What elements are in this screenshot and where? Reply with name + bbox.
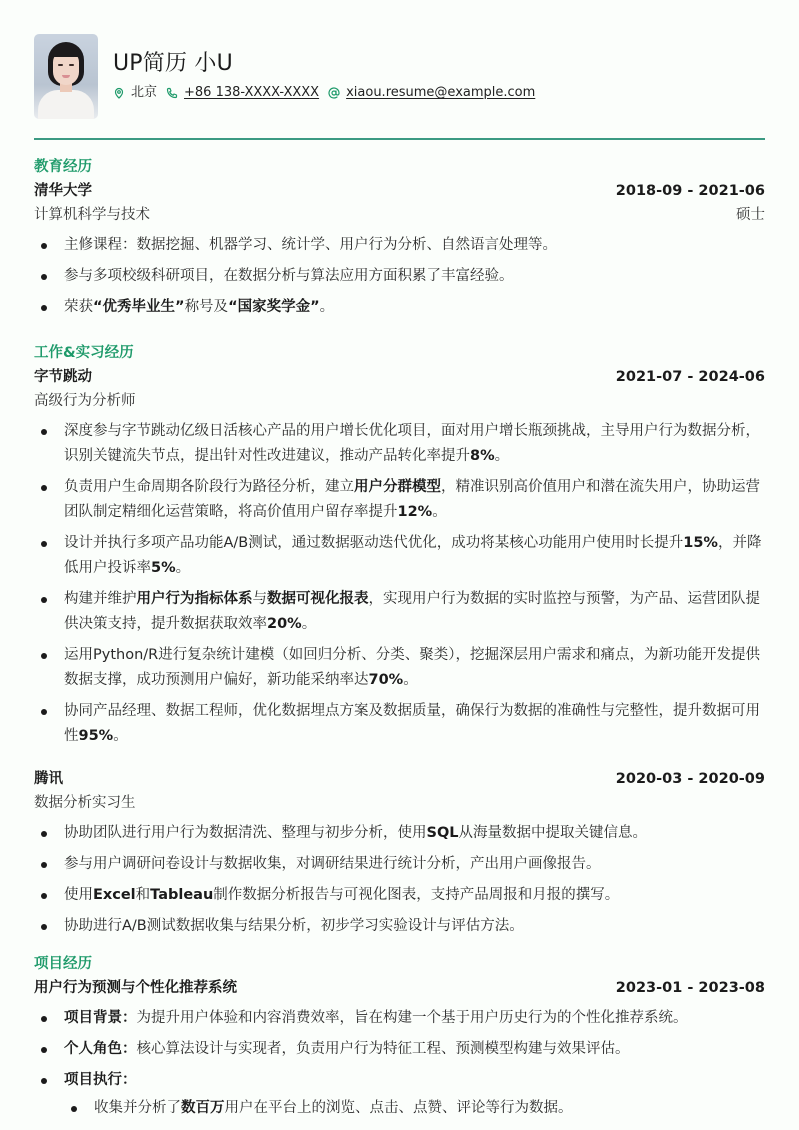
bold-text: 15% [683,535,718,551]
list-item [34,1006,765,1031]
text: 协助进行A/B测试数据收集与结果分析，初步学习实验设计与评估方法。 [64,918,524,934]
list-item [34,883,765,908]
text: 深度参与字节跳动亿级日活核心产品的用户增长优化项目，面对用户增长瓶颈挑战，主导用户行为数据分析，识别关键流失节点，提出针对性改进建议，推动产品转化率提升 [64,423,760,464]
text: ，并降低用户投诉率 [64,535,762,576]
bold-text: 个人角色： [64,1041,137,1057]
bold-text: 20% [267,616,302,632]
text: 使用 [64,887,93,903]
map-pin-icon [113,87,125,99]
text: 负责用户生命周期各阶段行为路径分析，建立 [64,479,354,495]
education-entry-head [34,179,765,203]
text: 参与用户调研问卷设计与数据收集，对调研结果进行统计分析，产出用户画像报告。 [64,856,601,872]
work-bullets-bytedance [34,419,765,749]
school-name: 清华大学 [34,183,92,199]
bold-text: SQL [426,825,459,841]
text: 协助团队进行用户行为数据清洗、整理与初步分析，使用 [64,825,427,841]
list-item [34,821,765,846]
work-bullets-tencent [34,821,765,939]
work-dates: 2021-07 - 2024-06 [615,369,765,385]
bold-text: 用户分群模型 [354,479,441,495]
phone-icon [166,87,178,99]
text: 主修课程：数据挖掘、机器学习、统计学、用户行为分析、自然语言处理等。 [64,237,557,253]
job-role: 高级行为分析师 [34,393,136,409]
bold-text: 项目背景： [64,1010,137,1026]
list-item [34,475,765,525]
list-item [34,1068,765,1093]
bold-text: 数百万 [181,1100,225,1116]
text: 设计并执行多项产品功能A/B测试，通过数据驱动迭代优化，成功将某核心功能用户使用时长提升 [64,535,684,551]
work-entry-head-tencent [34,767,765,791]
project-name: 用户行为预测与个性化推荐系统 [34,980,237,996]
text: 核心算法设计与实现者，负责用户行为特征工程、预测模型构建与效果评估。 [136,1041,630,1057]
bold-text: 12% [397,504,433,520]
text: 从海量数据中提取关键信息。 [458,825,648,841]
contact-phone [166,84,319,102]
text: 协同产品经理、数据工程师，优化数据埋点方案及数据质量，确保行为数据的准确性与完整性，提升数据可用性 [64,703,760,744]
company-name: 字节跳动 [34,369,92,385]
bold-text: “优秀毕业生” [93,299,185,315]
bold-text: 5% [151,560,176,576]
contact-location [113,84,157,102]
text: 为提升用户体验和内容消费效率，旨在构建一个基于用户历史行为的个性化推荐系统。 [136,1010,688,1026]
list-item [34,531,765,581]
section-title-work: 工作&实习经历 [34,345,134,361]
work-dates: 2020-03 - 2020-09 [615,771,765,787]
bold-text: Tableau [150,887,214,903]
work-entry-sub-tencent [34,791,765,815]
text: 。 [319,299,335,315]
bold-text: 95% [78,728,114,744]
candidate-name: UP简历 小U [113,51,233,76]
job-role: 数据分析实习生 [34,795,136,811]
text: 用户在平台上的浏览、点击、点赞、评论等行为数据。 [224,1100,573,1116]
list-item [34,914,765,939]
education-dates: 2018-09 - 2021-06 [615,183,765,199]
project-dates: 2023-01 - 2023-08 [615,980,765,996]
bold-text: 8% [470,448,495,464]
header-divider [34,138,765,140]
text: 参与多项校级科研项目，在数据分析与算法应用方面积累了丰富经验。 [64,268,514,284]
text: ，实现用户行为数据的实时监控与预警，为产品、运营团队提供决策支持，提升数据获取效率 [64,591,760,632]
list-item [34,233,765,258]
text: 。 [175,560,191,576]
work-entry-sub-bytedance [34,389,765,413]
list-item [34,295,765,320]
text: 。 [301,616,317,632]
avatar [34,34,98,119]
text: 。 [113,728,128,744]
list-item [34,1037,765,1062]
text: 和 [135,887,151,903]
email-link[interactable]: xiaou.resume@example.com [346,85,536,100]
text: 收集并分析了 [94,1100,181,1116]
text: 与 [252,591,267,607]
education-section [34,157,765,320]
text: 构建并维护 [64,591,137,607]
list-item [34,419,765,469]
at-sign-icon [328,87,340,99]
list-item [34,264,765,289]
education-bullets [34,233,765,320]
company-name: 腾讯 [34,771,63,787]
bold-text: Excel [93,887,136,903]
projects-section [34,954,765,1121]
bold-text: 70% [368,672,404,688]
work-section [34,343,765,939]
work-entry-head-bytedance [34,365,765,389]
text: 制作数据分析报告与可视化图表，支持产品周报和月报的撰写。 [213,887,620,903]
text: 称号及 [184,299,229,315]
list-item [34,852,765,877]
contact-email [328,84,535,102]
text: 。 [494,448,510,464]
list-item [64,1096,765,1121]
major: 计算机科学与技术 [34,207,150,223]
location-text: 北京 [131,85,158,100]
bold-text: 项目执行： [64,1072,137,1088]
bold-text: 数据可视化报表 [267,591,369,607]
bold-text: “国家奖学金” [228,299,320,315]
text: 。 [403,672,418,688]
header-info [113,34,544,102]
phone-link[interactable]: +86 138-XXXX-XXXX [184,85,320,100]
project-bullets [34,1006,765,1093]
resume-page [34,34,765,1116]
education-entry-sub [34,203,765,227]
text: 荣获 [64,299,93,315]
section-title-projects: 项目经历 [34,956,92,972]
degree: 硕士 [736,207,765,223]
text: ，精准识别高价值用户和潜在流失用户，协助运营团队制定精细化运营策略，将高价值用户留存率提升 [64,479,760,520]
project-entry-head [34,976,765,1000]
text: 运用Python/R进行复杂统计建模（如回归分析、分类、聚类），挖掘深层用户需求和痛点，为新功能开发提供数据支撑，成功预测用户偏好，新功能采纳率达 [64,647,760,688]
list-item [34,587,765,637]
contact-row [113,84,544,102]
list-item [34,643,765,693]
list-item [34,699,765,749]
resume-header [34,34,765,120]
section-title-education: 教育经历 [34,159,92,175]
bold-text: 用户行为指标体系 [136,591,253,607]
project-nested-bullets [34,1096,765,1121]
text: 。 [432,504,447,520]
